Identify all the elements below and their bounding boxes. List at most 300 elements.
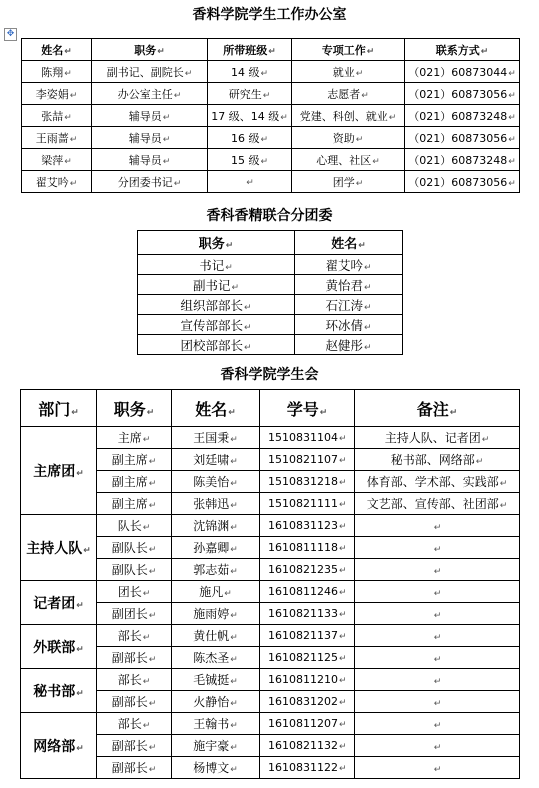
table-cell (172, 603, 260, 625)
table-cell (405, 149, 520, 171)
paragraph-mark-icon: ↵ (363, 322, 372, 333)
table-cell-text: 团学 (332, 175, 355, 189)
paragraph-mark-icon: ↵ (481, 435, 490, 445)
column-header (405, 39, 520, 61)
table-cell (97, 581, 172, 603)
table-cell-text: 梁萍 (41, 153, 64, 167)
paragraph-mark-icon: ↵ (76, 600, 84, 611)
table-cell-text: 1610811246 (268, 585, 338, 598)
paragraph-mark-icon: ↵ (433, 522, 442, 533)
table-cell (97, 515, 172, 537)
table-cell-text: 就业 (332, 65, 355, 79)
paragraph-mark-icon: ↵ (76, 468, 84, 479)
paragraph-mark-icon: ↵ (230, 655, 238, 665)
table-cell (172, 581, 260, 603)
department-cell (21, 581, 97, 625)
table-cell (22, 105, 92, 127)
table-cell-text: 组织部部长 (180, 297, 243, 313)
table-row (21, 625, 520, 647)
table-cell-text: 石江涛 (325, 297, 363, 313)
paragraph-mark-icon: ↵ (433, 610, 442, 621)
paragraph-mark-icon: ↵ (339, 544, 347, 554)
table-header-row (138, 231, 403, 255)
department-cell (21, 713, 97, 779)
column-header (138, 231, 295, 255)
paragraph-mark-icon: ↵ (230, 633, 238, 643)
paragraph-mark-icon: ↵ (339, 676, 347, 686)
paragraph-mark-icon: ↵ (268, 46, 276, 57)
table-cell (260, 691, 355, 713)
table-cell-text: （021）60873056 (408, 175, 508, 189)
table-cell (208, 171, 292, 193)
paragraph-mark-icon: ↵ (433, 654, 442, 665)
paragraph-mark-icon: ↵ (230, 699, 238, 709)
table-cell (260, 581, 355, 603)
table-cell (97, 471, 172, 493)
table-cell (292, 61, 405, 83)
table-cell-text: 毛铖挺 (193, 673, 230, 687)
paragraph-mark-icon: ↵ (142, 677, 151, 687)
table-cell (405, 83, 520, 105)
paragraph-mark-icon: ↵ (339, 742, 347, 752)
table-cell (355, 493, 520, 515)
column-header-text: 学号 (286, 399, 319, 419)
paragraph-mark-icon: ↵ (339, 566, 347, 576)
paragraph-mark-icon: ↵ (480, 46, 489, 57)
paragraph-mark-icon: ↵ (64, 68, 72, 79)
table-row (21, 515, 520, 537)
table-cell-text: 副队长 (111, 563, 148, 577)
table-cell (355, 581, 520, 603)
table-cell (260, 559, 355, 581)
paragraph-mark-icon: ↵ (319, 407, 328, 418)
paragraph-mark-icon: ↵ (142, 523, 151, 533)
table-cell-text: 施宇豪 (193, 739, 230, 753)
paragraph-mark-icon: ↵ (508, 178, 516, 189)
paragraph-mark-icon: ↵ (64, 156, 72, 167)
table-cell (295, 315, 403, 335)
paragraph-mark-icon: ↵ (433, 698, 442, 709)
paragraph-mark-icon: ↵ (366, 46, 375, 57)
table-cell (97, 427, 172, 449)
table-cell-text: 副主席 (111, 497, 148, 511)
table-cell (172, 625, 260, 647)
table-cell (97, 603, 172, 625)
table-row (138, 335, 403, 355)
table-cell (172, 669, 260, 691)
table-cell-text: 黄仕帆 (193, 629, 230, 643)
paragraph-mark-icon: ↵ (230, 523, 238, 533)
table-cell-text: 陈杰圣 (193, 651, 230, 665)
paragraph-mark-icon: ↵ (228, 407, 236, 418)
paragraph-mark-icon: ↵ (449, 407, 458, 418)
table-cell-text: 宣传部部长 (180, 317, 243, 333)
table-cell (295, 255, 403, 275)
column-header-text: 姓名 (195, 399, 228, 419)
table-cell-text: 主席 (117, 431, 142, 445)
paragraph-mark-icon: ↵ (243, 302, 252, 313)
paragraph-mark-icon: ↵ (339, 632, 347, 642)
paragraph-mark-icon: ↵ (71, 407, 79, 418)
table-cell-text: 刘廷啸 (193, 453, 230, 467)
table-cell (22, 149, 92, 171)
paragraph-mark-icon: ↵ (69, 134, 78, 145)
paragraph-mark-icon: ↵ (339, 478, 347, 488)
table-cell (92, 61, 208, 83)
paragraph-mark-icon: ↵ (363, 262, 372, 273)
table-cell-text: 副部长 (111, 695, 148, 709)
table-cell-text: 副部长 (111, 651, 148, 665)
table-cell-text: 1510831104 (268, 431, 338, 444)
paragraph-mark-icon: ↵ (433, 720, 442, 731)
paragraph-mark-icon: ↵ (230, 611, 238, 621)
paragraph-mark-icon: ↵ (339, 500, 347, 510)
table-cell (208, 149, 292, 171)
column-header-text: 职务 (113, 399, 146, 419)
table-cell (355, 427, 520, 449)
paragraph-mark-icon: ↵ (231, 282, 240, 293)
table-cell (355, 669, 520, 691)
paragraph-mark-icon: ↵ (148, 655, 157, 665)
table-cell (292, 127, 405, 149)
table-cell (292, 105, 405, 127)
department-cell-text: 主席团 (33, 463, 76, 480)
table-cell-text: 16 级 (230, 131, 260, 145)
table-cell-text: 体育部、学术部、实践部 (366, 475, 499, 489)
table-cell-text: 15 级 (230, 153, 260, 167)
paragraph-mark-icon: ↵ (69, 90, 78, 101)
table-cell-text: 党建、科创、就业 (299, 109, 388, 123)
table-row (22, 149, 520, 171)
column-header (292, 39, 405, 61)
table-row (21, 713, 520, 735)
paragraph-mark-icon: ↵ (339, 610, 347, 620)
table-cell-text: （021）60873044 (408, 65, 508, 79)
paragraph-mark-icon: ↵ (433, 764, 442, 775)
paragraph-mark-icon: ↵ (142, 633, 151, 643)
table-row (22, 61, 520, 83)
department-cell-text: 秘书部 (33, 683, 76, 700)
table-cell (172, 757, 260, 779)
paragraph-mark-icon: ↵ (508, 156, 516, 167)
paragraph-mark-icon: ↵ (246, 178, 254, 188)
table-cell-text: 翟艾吟 (35, 175, 69, 189)
table-cell-text: 主持人队、记者团 (384, 431, 481, 445)
paragraph-mark-icon: ↵ (162, 134, 171, 145)
table-cell (355, 713, 520, 735)
table-cell (97, 537, 172, 559)
table-cell-text: 1610821132 (268, 739, 338, 752)
paragraph-mark-icon: ↵ (508, 90, 516, 101)
paragraph-mark-icon: ↵ (148, 501, 157, 511)
table-cell (405, 61, 520, 83)
table-cell (172, 515, 260, 537)
table-cell-text: 辅导员 (128, 153, 162, 167)
table-cell-text: 陈美怡 (193, 475, 230, 489)
table-cell-text: 1610821133 (268, 607, 338, 620)
table-cell (97, 493, 172, 515)
table-cell (355, 625, 520, 647)
table-cell (92, 171, 208, 193)
table-cell-text: 沈锦渊 (193, 519, 230, 533)
column-header (295, 231, 403, 255)
table-cell-text: 1610811118 (268, 541, 338, 554)
table-cell (97, 647, 172, 669)
table-cell (92, 127, 208, 149)
column-header-text: 职务 (134, 43, 157, 57)
paragraph-mark-icon: ↵ (433, 676, 442, 687)
table-cell (97, 625, 172, 647)
table-cell (260, 757, 355, 779)
table-cell (208, 83, 292, 105)
table-cell (292, 83, 405, 105)
table-cell-text: 研究生 (228, 87, 262, 101)
paragraph-mark-icon: ↵ (339, 434, 347, 444)
paragraph-mark-icon: ↵ (339, 654, 347, 664)
department-cell (21, 515, 97, 581)
table-cell-text: 1610831122 (268, 761, 338, 774)
paragraph-mark-icon: ↵ (339, 720, 347, 730)
table-cell-text: 副团长 (111, 607, 148, 621)
table-header-row (21, 390, 520, 427)
paragraph-mark-icon: ↵ (358, 241, 366, 251)
table-row (22, 127, 520, 149)
paragraph-mark-icon: ↵ (243, 322, 252, 333)
table-row (22, 171, 520, 193)
table-cell (355, 537, 520, 559)
table-cell (138, 295, 295, 315)
column-header-text: 所带班级 (223, 43, 268, 57)
table-cell-text: 辅导员 (128, 131, 162, 145)
paragraph-mark-icon: ↵ (225, 262, 233, 273)
table-cell-text: 志愿者 (327, 87, 361, 101)
paragraph-mark-icon: ↵ (230, 545, 238, 555)
table-cell (92, 83, 208, 105)
table-cell (405, 127, 520, 149)
paragraph-mark-icon: ↵ (146, 407, 155, 418)
table-cell-text: 翟艾吟 (325, 257, 363, 273)
table-cell (138, 315, 295, 335)
paragraph-mark-icon: ↵ (230, 721, 238, 731)
league-committee-table (137, 230, 403, 355)
table-cell (260, 537, 355, 559)
table-cell-text: 副部长 (111, 761, 148, 775)
table-cell-text: 文艺部、宣传部、社团部 (366, 497, 499, 511)
column-header (97, 390, 172, 427)
table-row (21, 669, 520, 691)
table-cell (172, 691, 260, 713)
table-cell (172, 713, 260, 735)
table-cell (260, 493, 355, 515)
paragraph-mark-icon: ↵ (363, 282, 372, 293)
table-cell (260, 515, 355, 537)
table-cell-text: 黄怡君 (325, 277, 363, 293)
table-cell (172, 471, 260, 493)
table-cell (97, 669, 172, 691)
table-row (138, 275, 403, 295)
paragraph-mark-icon: ↵ (225, 241, 234, 251)
paragraph-mark-icon: ↵ (230, 567, 238, 577)
table-cell-text: 1610821137 (268, 629, 338, 642)
paragraph-mark-icon: ↵ (224, 589, 232, 599)
table-cell-text: 郭志茹 (193, 563, 230, 577)
table-cell (260, 603, 355, 625)
table-cell-text: 杨博文 (193, 761, 230, 775)
paragraph-mark-icon: ↵ (433, 544, 442, 555)
table-cell (208, 127, 292, 149)
table-cell-text: 1510831218 (268, 475, 338, 488)
table-cell-text: 1610811207 (268, 717, 338, 730)
table-cell-text: 心理、社区 (316, 153, 372, 167)
column-header (172, 390, 260, 427)
table-cell (355, 647, 520, 669)
table-cell-text: 环冰倩 (325, 317, 363, 333)
paragraph-mark-icon: ↵ (173, 90, 182, 101)
table-cell (22, 83, 92, 105)
paragraph-mark-icon: ↵ (230, 743, 238, 753)
paragraph-mark-icon: ↵ (148, 479, 157, 489)
table-cell-text: 1610831202 (268, 695, 338, 708)
table-cell-text: 秘书部、网络部 (390, 453, 475, 467)
table-cell (355, 691, 520, 713)
paragraph-mark-icon: ↵ (230, 479, 238, 489)
table-cell-text: 团校部部长 (180, 337, 243, 353)
paragraph-mark-icon: ↵ (157, 46, 165, 57)
table-cell (405, 171, 520, 193)
paragraph-mark-icon: ↵ (230, 765, 238, 775)
table-move-handle-icon[interactable]: ✥ (4, 28, 17, 41)
table-cell-text: 14 级 (230, 65, 260, 79)
table-cell (260, 713, 355, 735)
table-cell (260, 735, 355, 757)
student-union-table (20, 389, 520, 779)
paragraph-mark-icon: ↵ (148, 611, 157, 621)
table-cell-text: 李姿娟 (35, 87, 69, 101)
paragraph-mark-icon: ↵ (76, 688, 84, 699)
table-cell-text: 副部长 (111, 739, 148, 753)
table-cell-text: 副主席 (111, 475, 148, 489)
department-cell-text: 主持人队 (26, 540, 83, 557)
table-cell-text: 资助 (332, 131, 355, 145)
table-cell (172, 427, 260, 449)
table-cell-text: 施凡 (199, 585, 224, 599)
table-cell (92, 149, 208, 171)
table-cell-text: 1610811210 (268, 673, 338, 686)
paragraph-mark-icon: ↵ (355, 68, 364, 79)
table-cell (355, 559, 520, 581)
table-cell-text: （021）60873248 (408, 153, 508, 167)
table-cell-text: 孙嘉卿 (193, 541, 230, 555)
staff-office-title: 香料学院学生工作办公室 (192, 7, 347, 23)
paragraph-mark-icon: ↵ (148, 457, 157, 467)
paragraph-mark-icon: ↵ (142, 589, 151, 599)
table-cell-text: 部长 (117, 673, 142, 687)
column-header (208, 39, 292, 61)
table-row (138, 315, 403, 335)
department-cell-text: 记者团 (33, 595, 76, 612)
table-cell (260, 427, 355, 449)
column-header (21, 390, 97, 427)
column-header-text: 姓名 (331, 237, 358, 252)
paragraph-mark-icon: ↵ (173, 178, 182, 189)
table-cell (97, 449, 172, 471)
table-cell-text: 副队长 (111, 541, 148, 555)
table-cell-text: 辅导员 (128, 109, 162, 123)
table-cell (355, 449, 520, 471)
table-cell-text: 赵健彤 (325, 337, 363, 353)
paragraph-mark-icon: ↵ (339, 522, 347, 532)
table-header-row (22, 39, 520, 61)
table-cell-text: 张韩迅 (193, 497, 230, 511)
table-cell (355, 735, 520, 757)
department-cell-text: 网络部 (33, 738, 76, 755)
paragraph-mark-icon: ↵ (433, 742, 442, 753)
paragraph-mark-icon: ↵ (363, 302, 372, 313)
table-cell-text: 分团委书记 (117, 175, 173, 189)
paragraph-mark-icon: ↵ (260, 156, 269, 167)
table-cell (292, 149, 405, 171)
table-cell (97, 713, 172, 735)
table-cell (97, 559, 172, 581)
table-row (21, 427, 520, 449)
table-cell (138, 255, 295, 275)
table-cell (292, 171, 405, 193)
table-cell-text: 副主席 (111, 453, 148, 467)
table-cell (172, 449, 260, 471)
paragraph-mark-icon: ↵ (76, 644, 84, 655)
table-cell (355, 515, 520, 537)
paragraph-mark-icon: ↵ (162, 156, 171, 167)
table-cell (172, 559, 260, 581)
paragraph-mark-icon: ↵ (184, 68, 193, 79)
column-header (260, 390, 355, 427)
table-cell (172, 647, 260, 669)
paragraph-mark-icon: ↵ (499, 501, 508, 511)
table-cell (172, 735, 260, 757)
table-cell-text: 陈翔 (41, 65, 64, 79)
paragraph-mark-icon: ↵ (363, 342, 372, 353)
column-header-text: 职务 (198, 237, 225, 252)
table-cell-text: 团长 (117, 585, 142, 599)
paragraph-mark-icon: ↵ (162, 112, 171, 123)
table-cell (97, 735, 172, 757)
table-row (138, 295, 403, 315)
table-cell (138, 275, 295, 295)
paragraph-mark-icon: ↵ (339, 698, 347, 708)
table-row (22, 105, 520, 127)
table-cell (295, 275, 403, 295)
paragraph-mark-icon: ↵ (69, 178, 78, 189)
paragraph-mark-icon: ↵ (148, 765, 157, 775)
paragraph-mark-icon: ↵ (64, 112, 72, 123)
paragraph-mark-icon: ↵ (508, 68, 516, 79)
paragraph-mark-icon: ↵ (280, 112, 288, 123)
student-union-title: 香科学院学生会 (220, 367, 319, 383)
table-cell (355, 471, 520, 493)
paragraph-mark-icon: ↵ (148, 545, 157, 555)
table-cell-text: 副书记、副院长 (106, 65, 184, 79)
table-cell-text: 书记 (199, 257, 225, 273)
paragraph-mark-icon: ↵ (339, 588, 347, 598)
table-cell-text: 17 级、14 级 (211, 109, 280, 123)
column-header-text: 姓名 (41, 43, 64, 57)
table-cell-text: 1610821125 (268, 651, 338, 664)
table-cell (260, 625, 355, 647)
paragraph-mark-icon: ↵ (262, 90, 271, 101)
table-cell (22, 61, 92, 83)
paragraph-mark-icon: ↵ (372, 156, 380, 167)
paragraph-mark-icon: ↵ (355, 178, 364, 189)
